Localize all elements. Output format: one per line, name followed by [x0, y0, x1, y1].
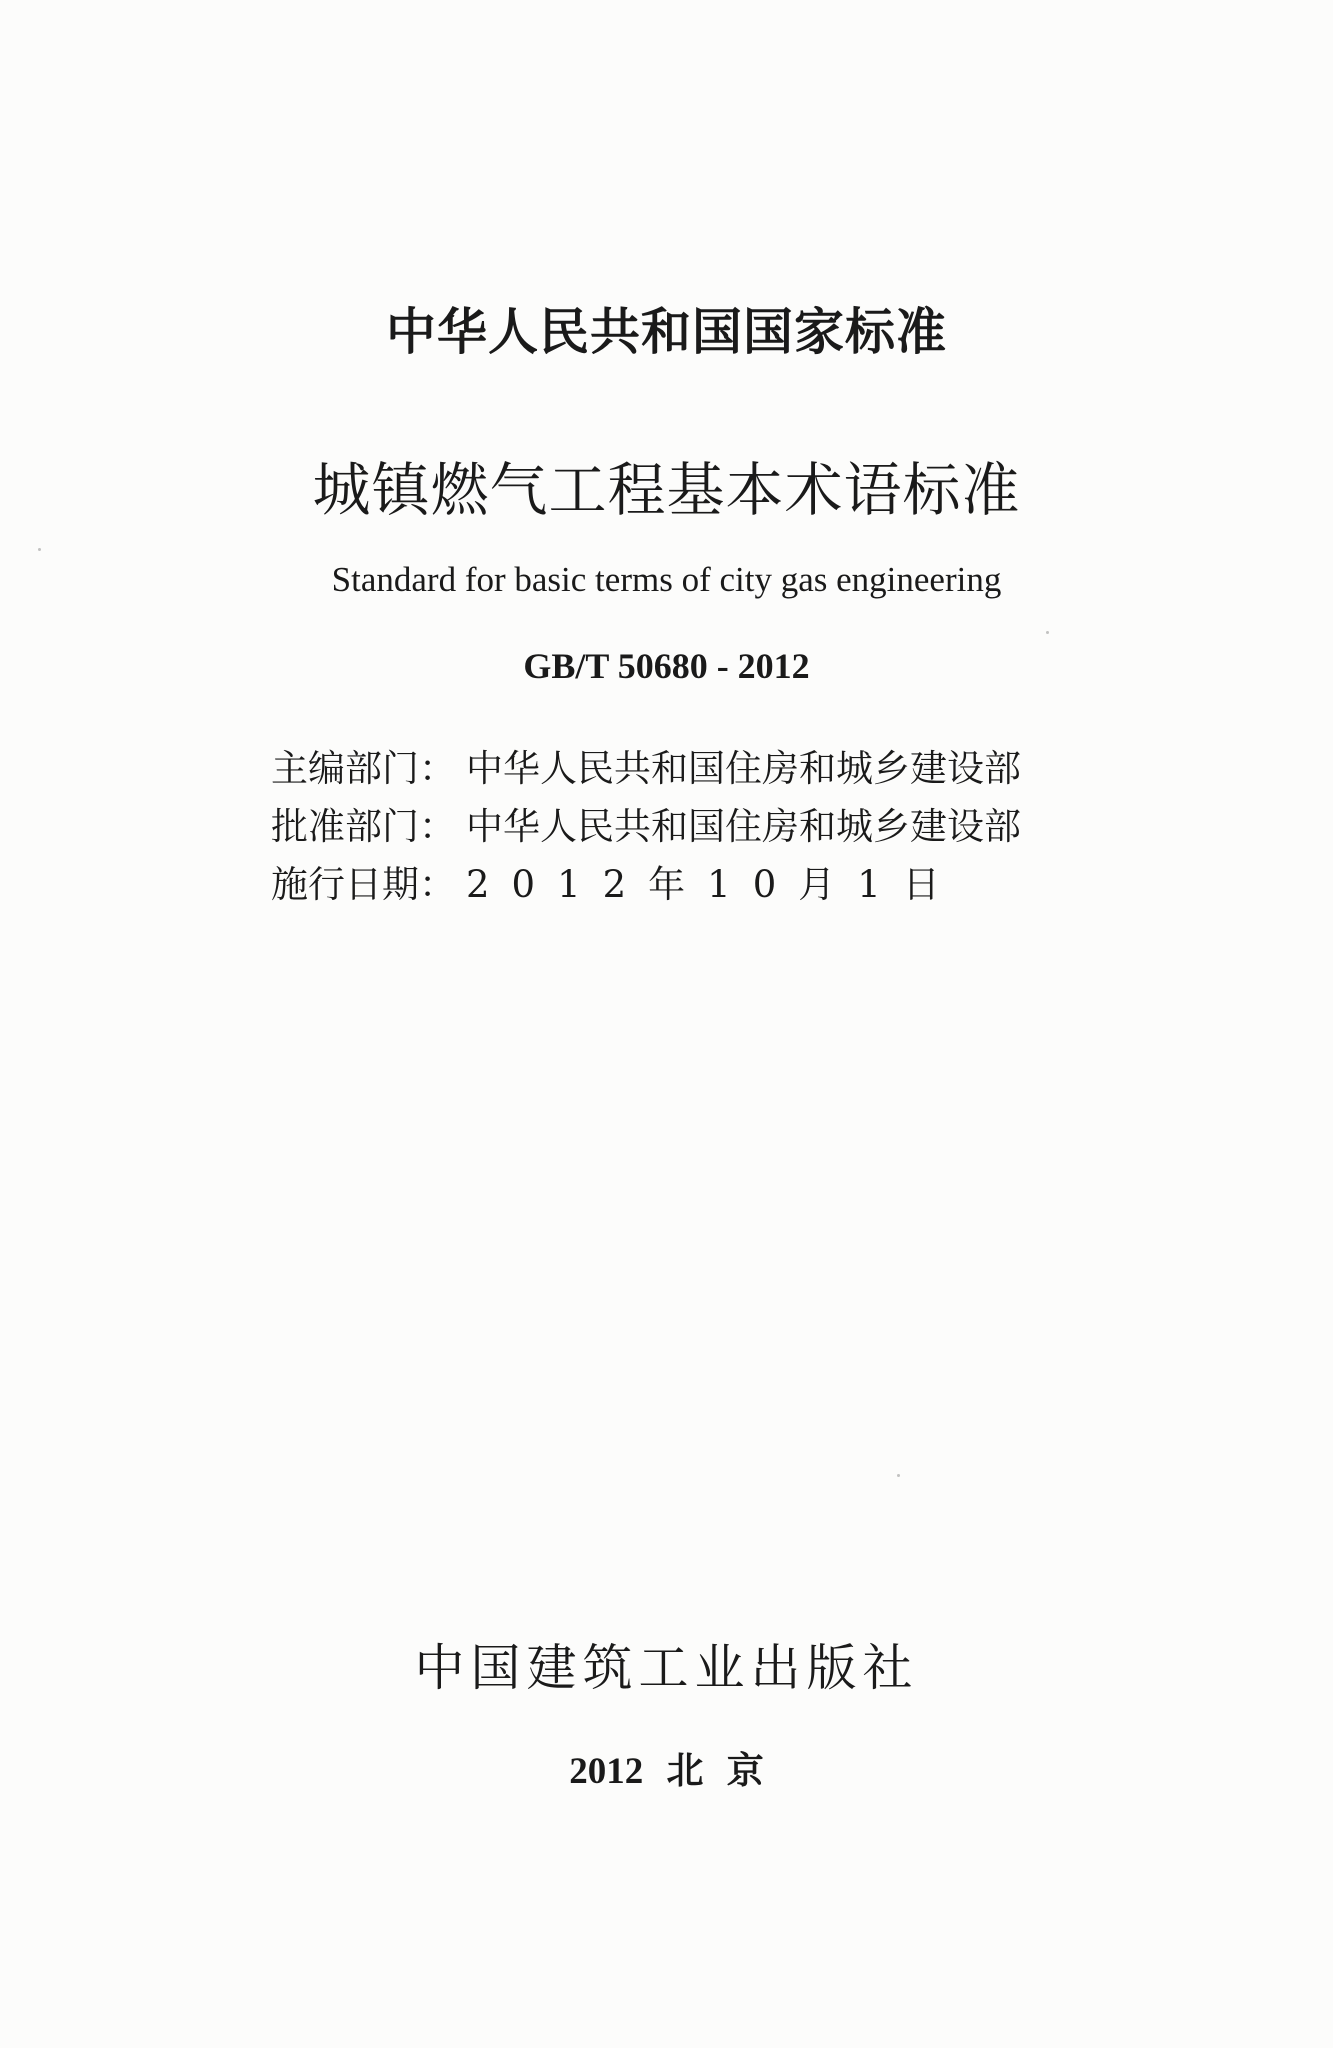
info-value: 中华人民共和国住房和城乡建设部 — [466, 747, 1021, 790]
issuing-info — [271, 736, 1051, 910]
standard-code: GB/T 50680 - 2012 — [523, 646, 810, 686]
publication-place-year: 2012 北 京 — [569, 1751, 764, 1792]
info-label: 主编部门： — [271, 747, 456, 790]
title-chinese: 城镇燃气工程基本术语标准 — [312, 456, 1021, 524]
publisher-name: 中国建筑工业出版社 — [414, 1639, 919, 1697]
scan-speck — [38, 548, 41, 551]
scan-speck — [897, 1474, 900, 1477]
info-value: 中华人民共和国住房和城乡建设部 — [466, 805, 1021, 848]
info-label: 施行日期： — [271, 863, 456, 906]
info-label: 批准部门： — [271, 805, 456, 848]
national-standard-heading: 中华人民共和国国家标准 — [386, 303, 947, 361]
title-english: Standard for basic terms of city gas engineering — [331, 560, 1002, 599]
info-value: 2012年10月1日 — [466, 863, 962, 906]
scan-speck — [1046, 631, 1049, 634]
info-row-chief-editor — [271, 736, 1051, 794]
info-row-effective-date — [271, 852, 1051, 910]
info-row-approver — [271, 794, 1051, 852]
